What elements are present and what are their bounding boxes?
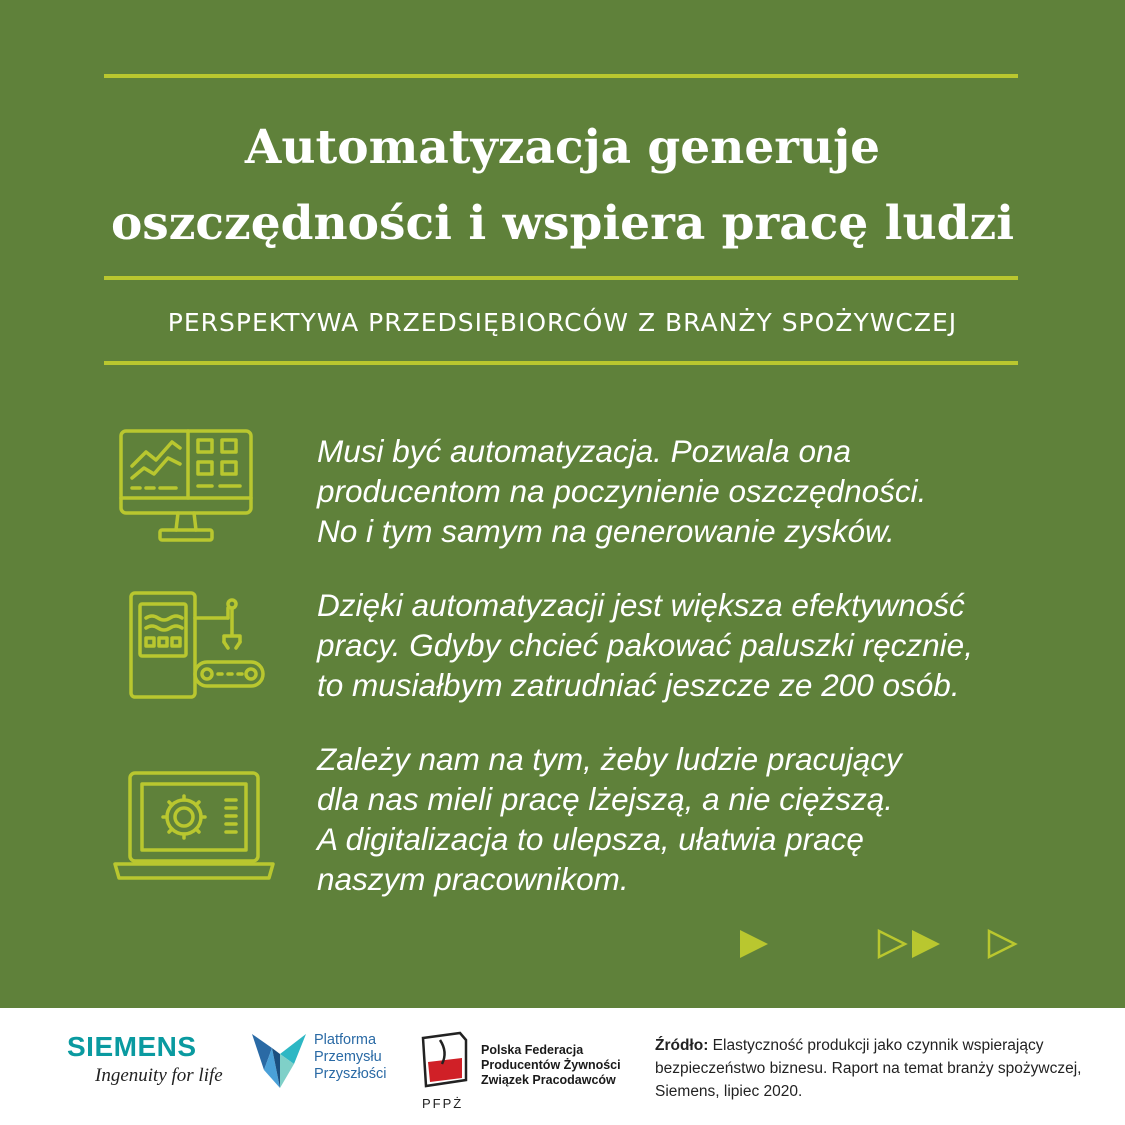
source-label: Źródło: <box>655 1037 709 1054</box>
ppp-logo-icon <box>250 1030 308 1096</box>
play-triangle-icon <box>910 928 942 960</box>
page-title <box>60 110 1065 262</box>
ppp-line: Przyszłości <box>314 1066 387 1082</box>
ppp-name <box>314 1032 387 1083</box>
quote-line: naszym pracownikom. <box>317 861 629 897</box>
laptop-gear-icon <box>112 770 276 884</box>
ppp-line: Przemysłu <box>314 1049 382 1065</box>
quote-line: A digitalizacja to ulepsza, ułatwia pracę <box>317 821 864 857</box>
quote-line: Zależy nam na tym, żeby ludzie pracujący <box>317 741 902 777</box>
subtitle: PERSPEKTYWA PRZEDSIĘBIORCÓW Z BRANŻY SPOŻYWCZEJ <box>167 308 958 337</box>
siemens-wordmark: SIEMENS <box>67 1031 197 1062</box>
quote-line: to musiałbym zatrudniać jeszcze ze 200 osób. <box>317 667 960 703</box>
quote-line: producentom na poczynienie oszczędności. <box>317 473 927 509</box>
production-line-icon <box>128 590 268 702</box>
quote-line: pracy. Gdyby chcieć pakować paluszki ręcznie, <box>317 627 973 663</box>
monitor-dashboard-icon <box>118 428 254 546</box>
source-text: Elastyczność produkcji jako czynnik wspierający bezpieczeństwo biznesu. Raport na temat branży spożywczej, Siemens, lipiec 2020. <box>655 1037 1082 1100</box>
source-note <box>655 1034 1095 1103</box>
siemens-logo <box>67 1032 223 1087</box>
footer <box>0 1008 1125 1125</box>
pfpz-line: Polska Federacja <box>481 1043 584 1057</box>
top-divider <box>104 74 1018 78</box>
quote-line: Dzięki automatyzacji jest większa efektywność <box>317 587 965 623</box>
pfpz-abbreviation: PFPŻ <box>422 1096 464 1111</box>
title-divider <box>104 276 1018 280</box>
quote-line: dla nas mieli pracę lżejszą, a nie cięższą. <box>317 781 894 817</box>
play-triangle-icon <box>738 928 770 960</box>
quote-line: Musi być automatyzacja. Pozwala ona <box>317 433 852 469</box>
pfpz-logo-icon <box>420 1030 470 1096</box>
play-triangle-outline-icon <box>876 928 908 960</box>
play-triangle-outline-icon <box>986 928 1018 960</box>
ppp-line: Platforma <box>314 1032 377 1048</box>
pfpz-name <box>481 1043 621 1088</box>
title-line-1: Automatyzacja generuje <box>244 120 881 175</box>
quote-line: No i tym samym na generowanie zysków. <box>317 513 895 549</box>
pfpz-line: Związek Pracodawców <box>481 1073 616 1087</box>
subtitle-divider <box>104 361 1018 365</box>
siemens-tagline: Ingenuity for life <box>95 1065 223 1086</box>
quote-automation-savings <box>317 431 1077 551</box>
title-line-2: oszczędności i wspiera pracę ludzi <box>110 196 1015 251</box>
quote-digitalization <box>317 739 1077 899</box>
quote-efficiency <box>317 585 1077 705</box>
pfpz-line: Producentów Żywności <box>481 1058 621 1072</box>
